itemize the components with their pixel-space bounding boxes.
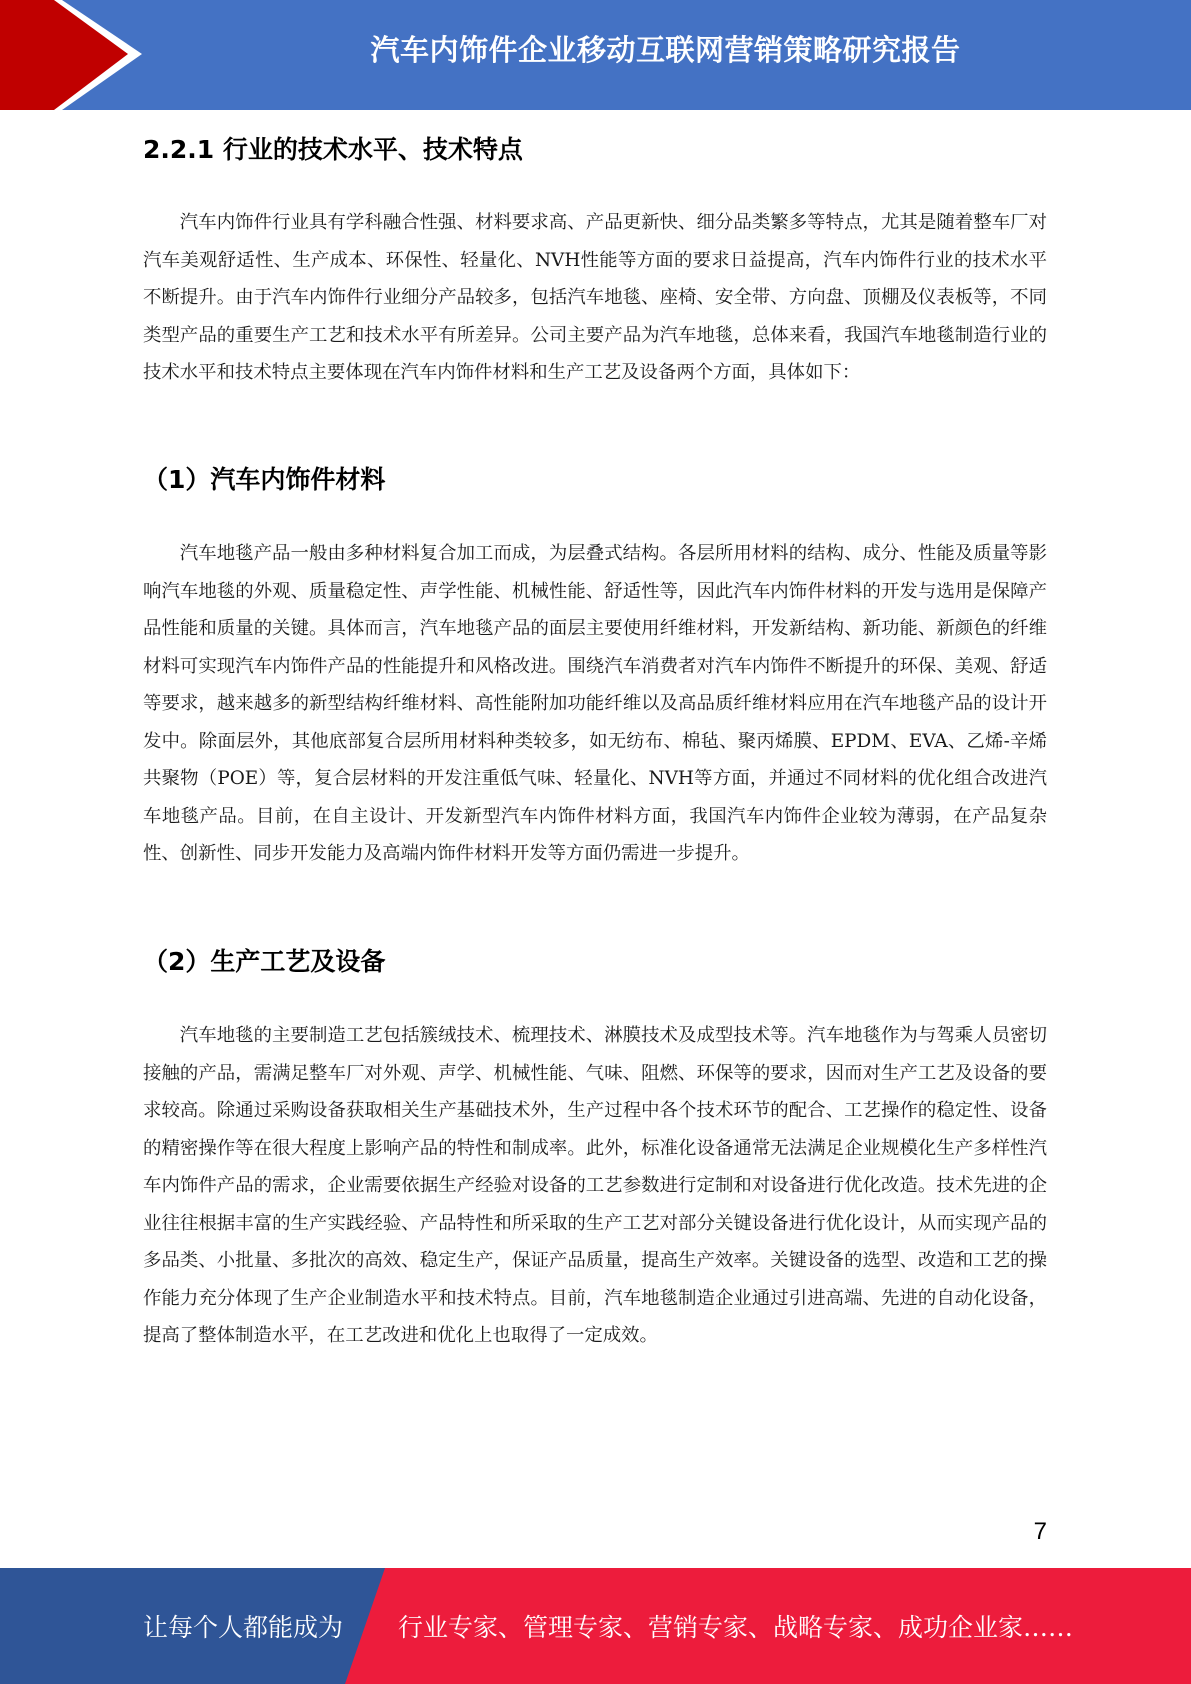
footer-slogan-right: 行业专家、管理专家、营销专家、战略专家、成功企业家…… <box>398 1613 1074 1642</box>
section-title: 2.2.1 行业的技术水平、技术特点 <box>143 135 523 164</box>
subsection-paragraph-process: 汽车地毯的主要制造工艺包括簇绒技术、梳理技术、淋膜技术及成型技术等。汽车地毯作为与驾乘人员密切接触的产品，需满足整车厂对外观、声学、机械性能、气味、阻燃、环保等的要求，因而对生产工艺及设备的要求较高。除通过采购设备获取相关生产基础技术外，生产过程中各个技术环节的配合、工艺操作的稳定性、设备的精密操作等在很大程度上影响产品的特性和制成率。此外，标准化设备通常无法满足企业规模化生产多样性汽车内饰件产品的需求，企业需要依据生产经验对设备的工艺参数进行定制和对设备进行优化改造。技术先进的企业往往根据丰富的生产实践经验、产品特性和所采取的生产工艺对部分关键设备进行优化设计，从而实现产品的多品类、小批量、多批次的高效、稳定生产，保证产品质量，提高生产效率。关键设备的选型、改造和工艺的操作能力充分体现了生产企业制造水平和技术特点。目前，汽车地毯制造企业通过引进高端、先进的自动化设备，提高了整体制造水平，在工艺改进和优化上也取得了一定成效。 <box>143 1025 1047 1346</box>
header-title: 汽车内饰件企业移动互联网营销策略研究报告 <box>370 33 961 67</box>
footer-slogan-left: 让每个人都能成为 <box>143 1613 344 1642</box>
subsection-title-materials: （1）汽车内饰件材料 <box>143 465 386 494</box>
subsection-title-process: （2）生产工艺及设备 <box>143 947 386 976</box>
subsection-paragraph-materials: 汽车地毯产品一般由多种材料复合加工而成，为层叠式结构。各层所用材料的结构、成分、性能及质量等影响汽车地毯的外观、质量稳定性、声学性能、机械性能、舒适性等，因此汽车内饰件材料的开发与选用是保障产品性能和质量的关键。具体而言，汽车地毯产品的面层主要使用纤维材料，开发新结构、新功能、新颜色的纤维材料可实现汽车内饰件产品的性能提升和风格改进。围绕汽车消费者对汽车内饰件不断提升的环保、美观、舒适等要求，越来越多的新型结构纤维材料、高性能附加功能纤维以及高品质纤维材料应用在汽车地毯产品的设计开发中。除面层外，其他底部复合层所用材料种类较多，如无纺布、棉毡、聚丙烯膜、EPDM、EVA、乙烯-辛烯共聚物（POE）等，复合层材料的开发注重低气味、轻量化、NVH等方面，并通过不同材料的优化组合改进汽车地毯产品。目前，在自主设计、开发新型汽车内饰件材料方面，我国汽车内饰件企业较为薄弱，在产品复杂性、创新性、同步开发能力及高端内饰件材料开发等方面仍需进一步提升。 <box>143 543 1047 864</box>
page-header <box>0 0 1191 110</box>
page-number: 7 <box>1033 1518 1047 1545</box>
section-intro-paragraph: 汽车内饰件行业具有学科融合性强、材料要求高、产品更新快、细分品类繁多等特点，尤其是随着整车厂对汽车美观舒适性、生产成本、环保性、轻量化、NVH性能等方面的要求日益提高，汽车内饰件行业的技术水平不断提升。由于汽车内饰件行业细分产品较多，包括汽车地毯、座椅、安全带、方向盘、顶棚及仪表板等，不同类型产品的重要生产工艺和技术水平有所差异。公司主要产品为汽车地毯，总体来看，我国汽车地毯制造行业的技术水平和技术特点主要体现在汽车内饰件材料和生产工艺及设备两个方面，具体如下： <box>143 212 1047 383</box>
